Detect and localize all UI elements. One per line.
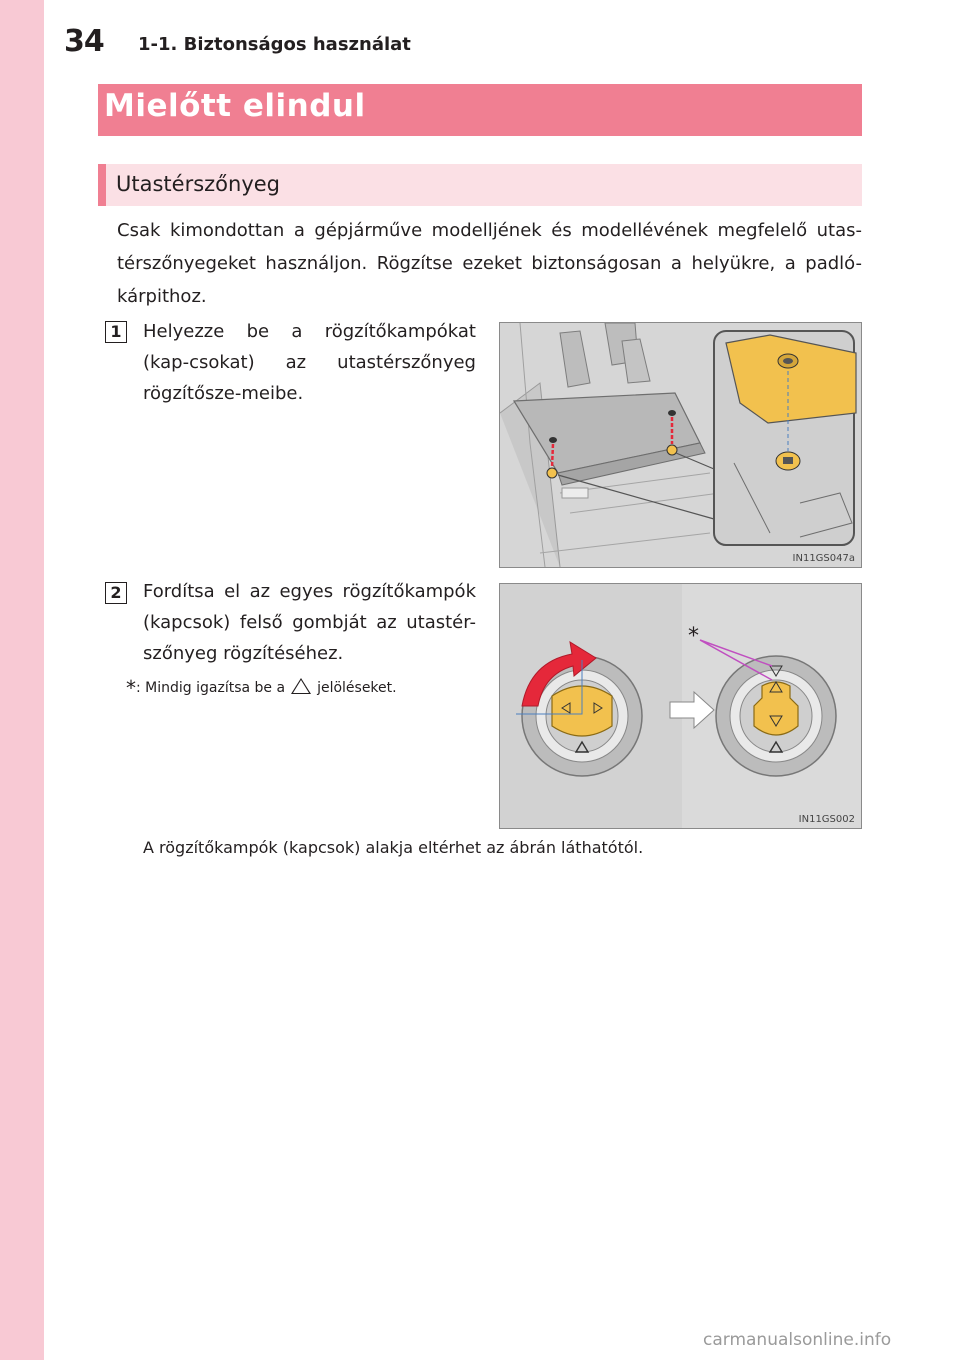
subsection-accent bbox=[98, 164, 106, 206]
turn-knob-illustration bbox=[500, 584, 861, 828]
side-strip bbox=[0, 0, 44, 1360]
remark-text: A rögzítőkampók (kapcsok) alakja eltérhet az ábrán láthatótól. bbox=[143, 838, 644, 857]
triangle-mark-icon bbox=[291, 678, 311, 694]
note-text-after: jelöléseket. bbox=[317, 680, 397, 696]
chapter-title: 1-1. Biztonságos használat bbox=[138, 34, 411, 55]
step-1-text: Helyezze be a rögzítőkampókat (kap-csokat) az utastérszőnyeg rögzítősze-meibe. bbox=[143, 321, 476, 404]
floor-mat-illustration bbox=[500, 323, 861, 567]
figure-code: IN11GS047a bbox=[792, 553, 855, 564]
section-title: Mielőtt elindul bbox=[104, 88, 366, 124]
page-number: 34 bbox=[64, 24, 104, 59]
watermark: carmanualsonline.info bbox=[703, 1330, 892, 1350]
step-2-text: Fordítsa el az egyes rögzítőkampók (kapcsok) felső gombját az utastér-szőnyeg rögzítéséhez. bbox=[143, 581, 476, 664]
subsection-title: Utastérszőnyeg bbox=[116, 172, 281, 196]
note-text-before: : Mindig igazítsa be a bbox=[136, 680, 286, 696]
note-asterisk bbox=[126, 676, 486, 700]
figure-floor-mat-hooks bbox=[499, 322, 862, 568]
step-1-number: 1 bbox=[105, 321, 127, 343]
figure-turn-knob bbox=[499, 583, 862, 829]
figure-code: IN11GS002 bbox=[798, 814, 855, 825]
intro-paragraph: Csak kimondottan a gépjárműve modelljének és modellévének megfelelő utas-térszőnyegeket használjon. Rögzítse ezeket biztonságosan a helyükre, a padló-kárpithoz. bbox=[117, 220, 862, 307]
step-2-number: 2 bbox=[105, 582, 127, 604]
figure-asterisk: * bbox=[688, 624, 699, 649]
note-marker: * bbox=[126, 676, 136, 700]
